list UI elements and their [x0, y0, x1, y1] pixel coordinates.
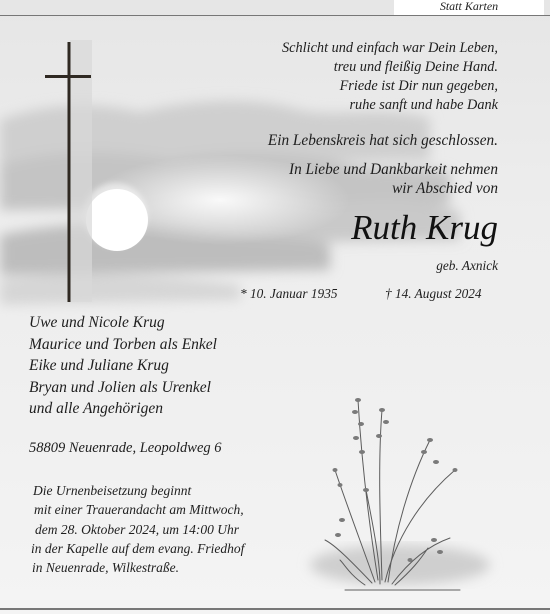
birth-date: * 10. Januar 1935: [240, 286, 338, 301]
death-date: † 14. August 2024: [385, 286, 482, 301]
cross-horizontal-beam: [45, 75, 91, 78]
funeral-line: in Neuenrade, Wilkestraße.: [32, 560, 179, 576]
poem-line-3: Friede ist Dir nun gegeben,: [339, 78, 498, 94]
funeral-details: [31, 481, 244, 577]
announcement-line-3: wir Abschied von: [392, 180, 498, 197]
mourner-line: Bryan und Jolien als Urenkel: [29, 378, 211, 396]
funeral-line: dem 28. Oktober 2024, um 14:00 Uhr: [35, 521, 239, 537]
poem-line-4: ruhe sanft und habe Dank: [349, 97, 498, 113]
sun-icon: [86, 189, 148, 251]
announcement-line-2: In Liebe und Dankbarkeit nehmen: [288, 161, 498, 178]
birth-name: geb. Axnick: [436, 258, 498, 273]
header-label: Statt Karten: [394, 0, 544, 15]
funeral-line: Die Urnenbeisetzung beginnt: [33, 483, 192, 498]
poem-line-1: Schlicht und einfach war Dein Leben,: [281, 40, 498, 56]
mourner-line: und alle Angehörigen: [29, 400, 164, 417]
cross-vertical-beam: [68, 42, 71, 302]
poem-line-2: treu und fleißig Deine Hand.: [333, 59, 498, 75]
mourner-line: Maurice und Torben als Enkel: [29, 335, 217, 353]
footer-rule: [0, 608, 550, 610]
mourner-line: Uwe und Nicole Krug: [29, 314, 165, 331]
header-rule: [0, 15, 550, 16]
mourner-line: Eike und Juliane Krug: [29, 357, 169, 374]
mourners-list: [29, 312, 217, 420]
announcement-line-1: Ein Lebenskreis hat sich geschlossen.: [267, 132, 498, 149]
funeral-line: in der Kapelle auf dem evang. Friedhof: [31, 540, 245, 556]
mourner-address: 58809 Neuenrade, Leopoldweg 6: [29, 440, 222, 456]
deceased-name: Ruth Krug: [351, 208, 498, 247]
funeral-line: mit einer Trauerandacht am Mittwoch,: [34, 502, 244, 518]
